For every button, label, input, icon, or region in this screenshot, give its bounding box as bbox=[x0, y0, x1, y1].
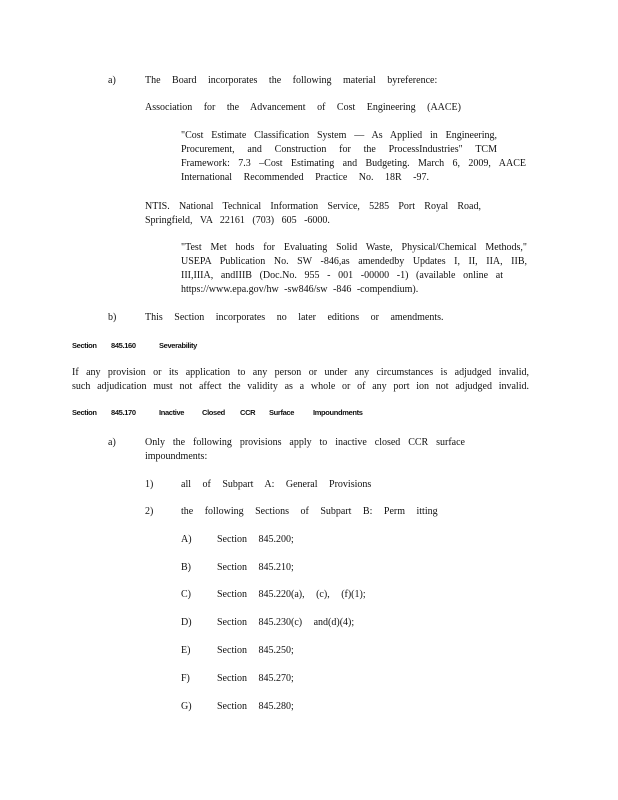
subitem-label: F) bbox=[181, 673, 190, 684]
subitem-label: B) bbox=[181, 562, 191, 573]
subitem-label: C) bbox=[181, 589, 191, 600]
section-title-word: Surface bbox=[269, 408, 295, 417]
section-word: Section bbox=[72, 341, 97, 350]
section-title-word: Impoundments bbox=[313, 408, 363, 417]
incorp-a-label: a) bbox=[108, 75, 116, 86]
ntis-ref-line: "Test Met hods for Evaluating Solid Waste, Physical/Chemical Methods," bbox=[181, 242, 527, 253]
subitem-label: D) bbox=[181, 617, 192, 628]
item-text: the following Sections of Subpart B: Perm itting bbox=[181, 506, 438, 517]
section-title-word: CCR bbox=[240, 408, 256, 417]
subitem-label: G) bbox=[181, 701, 192, 712]
subitem-text: Section 845.210; bbox=[217, 562, 294, 573]
item-label: 1) bbox=[145, 479, 154, 490]
aace-ref-line: Procurement, and Construction for the ProcessIndustries" TCM bbox=[181, 144, 497, 155]
subitem-label: E) bbox=[181, 645, 191, 656]
sec170-a-text: impoundments: bbox=[145, 451, 208, 462]
ntis-line: Springfield, VA 22161 (703) 605 -6000. bbox=[145, 215, 330, 226]
sec170-a-text: Only the following provisions apply to inactive closed CCR surface bbox=[145, 437, 465, 448]
ntis-ref-line: USEPA Publication No. SW -846,as amendedby Updates I, II, IIA, IIB, bbox=[181, 256, 527, 267]
severability-line: such adjudication must not affect the validity as a whole or of any port ion not adjudged invalid. bbox=[72, 381, 529, 392]
aace-ref-line: "Cost Estimate Classification System — As Applied in Engineering, bbox=[181, 130, 497, 141]
aace-ref-line: Framework: 7.3 –Cost Estimating and Budgeting. March 6, 2009, AACE bbox=[181, 158, 526, 169]
incorp-b-text: This Section incorporates no later editions or amendments. bbox=[145, 312, 444, 323]
item-text: all of Subpart A: General Provisions bbox=[181, 479, 372, 490]
aace-ref-line: International Recommended Practice No. 18R -97. bbox=[181, 172, 429, 183]
ntis-ref-url: https://www.epa.gov/hw -sw846/sw -846 -compendium). bbox=[181, 284, 419, 295]
ntis-ref-line: III,IIIA, andIIIB (Doc.No. 955 - 001 -00000 -1) (available online at bbox=[181, 270, 503, 281]
subitem-text: Section 845.200; bbox=[217, 534, 294, 545]
subitem-text: Section 845.220(a), (c), (f)(1); bbox=[217, 589, 366, 600]
subitem-label: A) bbox=[181, 534, 192, 545]
severability-line: If any provision or its application to any person or under any circumstances is adjudged invalid, bbox=[72, 367, 529, 378]
section-number: 845.160 bbox=[111, 341, 136, 350]
section-word: Section bbox=[72, 408, 97, 417]
section-number: 845.170 bbox=[111, 408, 136, 417]
ntis-line: NTIS. National Technical Information Service, 5285 Port Royal Road, bbox=[145, 201, 481, 212]
incorp-b-label: b) bbox=[108, 312, 117, 323]
subitem-text: Section 845.280; bbox=[217, 701, 294, 712]
subitem-text: Section 845.250; bbox=[217, 645, 294, 656]
item-label: 2) bbox=[145, 506, 154, 517]
section-845-160-heading bbox=[72, 341, 272, 353]
subitem-text: Section 845.270; bbox=[217, 673, 294, 684]
subitem-text: Section 845.230(c) and(d)(4); bbox=[217, 617, 355, 628]
section-title: Severability bbox=[159, 341, 197, 350]
incorp-a-text: The Board incorporates the following material byreference: bbox=[145, 75, 438, 86]
aace-heading: Association for the Advancement of Cost Engineering (AACE) bbox=[145, 102, 461, 113]
section-title-word: Inactive bbox=[159, 408, 185, 417]
section-title-word: Closed bbox=[202, 408, 225, 417]
sec170-a-label: a) bbox=[108, 437, 116, 448]
section-845-170-heading bbox=[72, 408, 372, 420]
